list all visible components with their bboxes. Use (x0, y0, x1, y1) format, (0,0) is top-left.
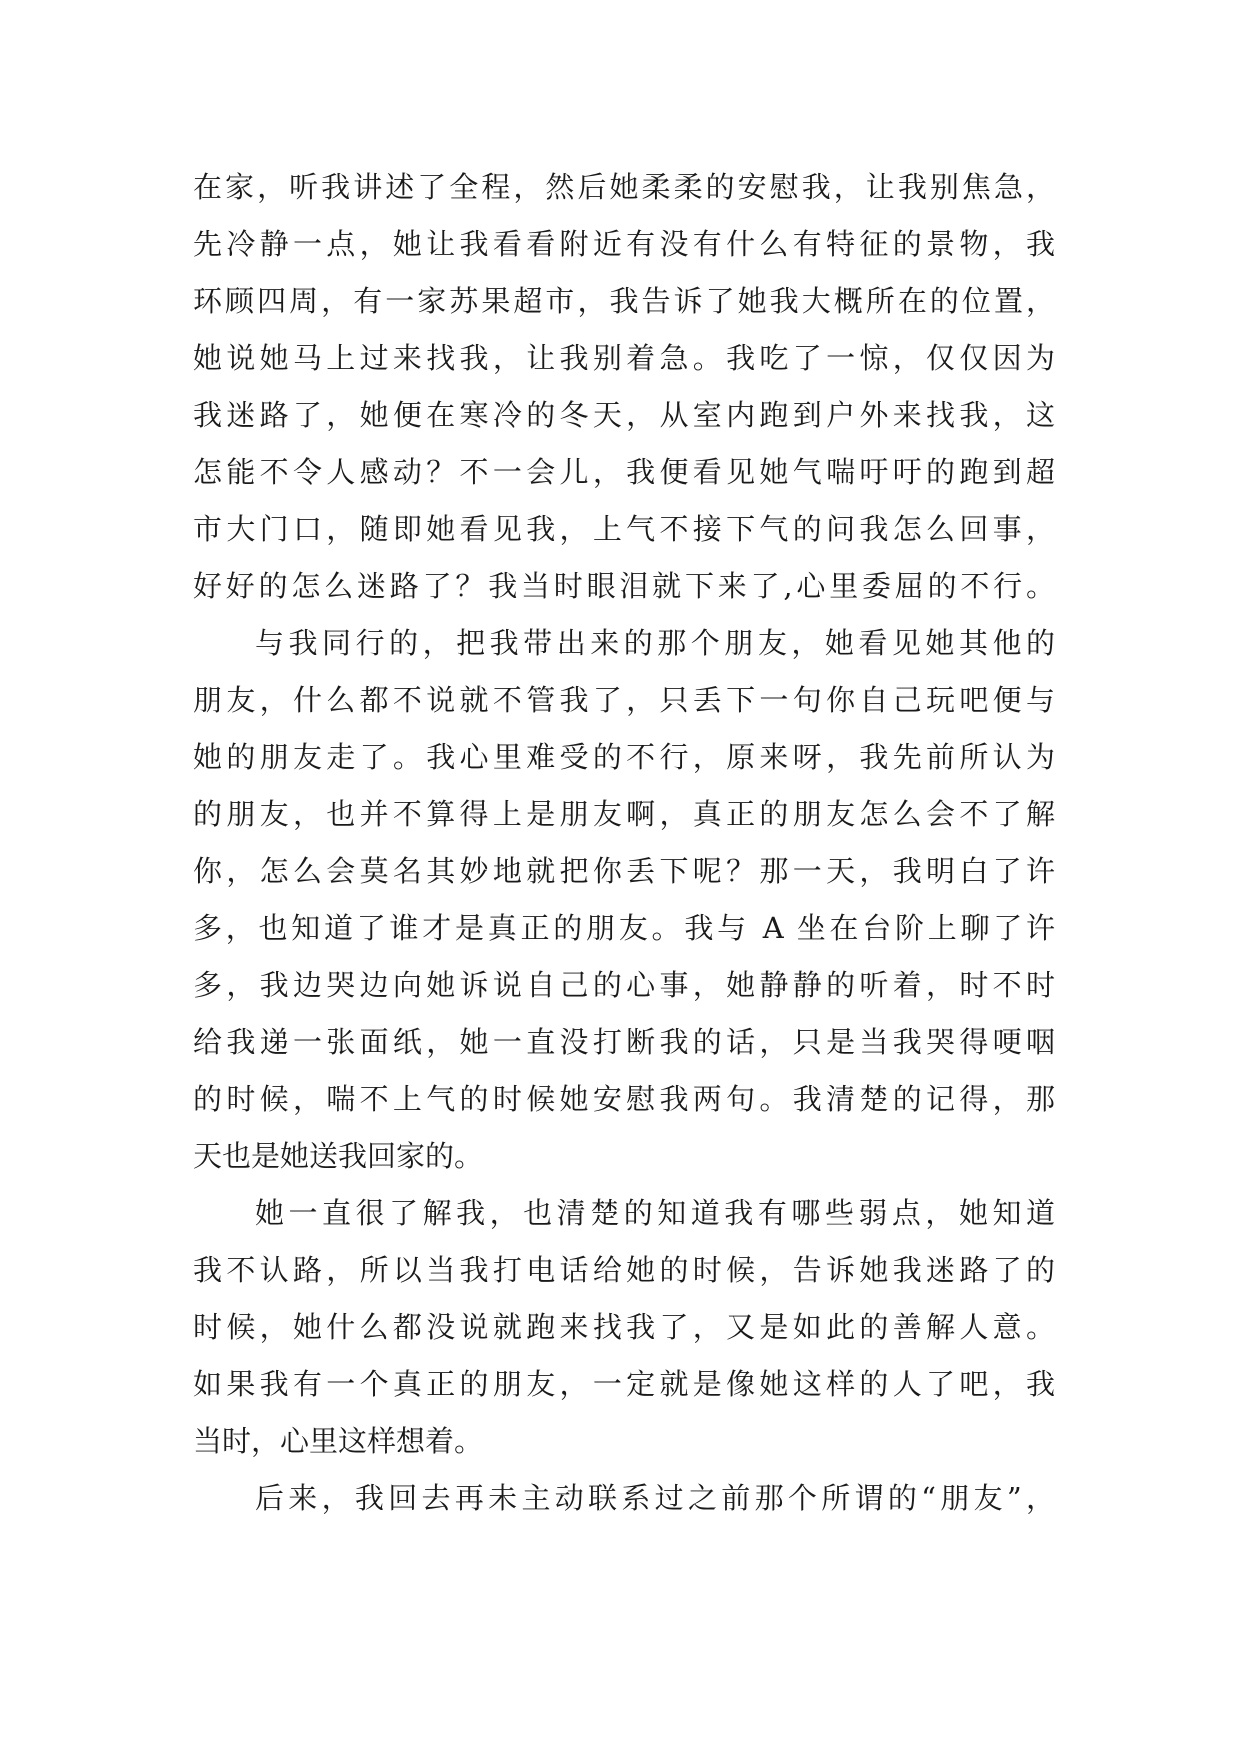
text-line: 多，我边哭边向她诉说自己的心事，她静静的听着，时不时 (193, 968, 1055, 1002)
text-line: 在家，听我讲述了全程，然后她柔柔的安慰我，让我别焦急， (193, 170, 1055, 204)
text-line: 的时候，喘不上气的时候她安慰我两句。我清楚的记得，那 (193, 1082, 1055, 1116)
text-line: 朋友，什么都不说就不管我了，只丢下一句你自己玩吧便与 (193, 683, 1055, 717)
text-line: 如果我有一个真正的朋友，一定就是像她这样的人了吧，我 (193, 1367, 1055, 1401)
text-line: 环顾四周，有一家苏果超市，我告诉了她我大概所在的位置， (193, 284, 1055, 318)
text-line: 市大门口，随即她看见我，上气不接下气的问我怎么回事， (193, 512, 1055, 546)
text-line: 怎能不令人感动？不一会儿，我便看见她气喘吁吁的跑到超 (193, 455, 1055, 489)
text-line: 天也是她送我回家的。 (193, 1139, 484, 1173)
text-line: 多，也知道了谁才是真正的朋友。我与 A 坐在台阶上聊了许 (193, 911, 1055, 945)
paragraph-first-line: 她一直很了解我，也清楚的知道我有哪些弱点，她知道 (255, 1196, 1055, 1230)
paragraph-first-line: 后来，我回去再未主动联系过之前那个所谓的“朋友”， (255, 1481, 1055, 1515)
text-line: 时候，她什么都没说就跑来找我了，又是如此的善解人意。 (193, 1310, 1055, 1344)
text-line: 她的朋友走了。我心里难受的不行，原来呀，我先前所认为 (193, 740, 1055, 774)
text-line: 你，怎么会莫名其妙地就把你丢下呢？那一天，我明白了许 (193, 854, 1055, 888)
text-line: 好好的怎么迷路了？我当时眼泪就下来了,心里委屈的不行。 (193, 569, 1055, 603)
text-line: 我迷路了，她便在寒冷的冬天，从室内跑到户外来找我，这 (193, 398, 1055, 432)
text-line: 我不认路，所以当我打电话给她的时候，告诉她我迷路了的 (193, 1253, 1055, 1287)
text-line: 她说她马上过来找我，让我别着急。我吃了一惊，仅仅因为 (193, 341, 1055, 375)
paragraph-first-line: 与我同行的，把我带出来的那个朋友，她看见她其他的 (255, 626, 1055, 660)
text-line: 当时，心里这样想着。 (193, 1424, 484, 1458)
text-line: 先冷静一点，她让我看看附近有没有什么有特征的景物，我 (193, 227, 1055, 261)
text-line: 的朋友，也并不算得上是朋友啊，真正的朋友怎么会不了解 (193, 797, 1055, 831)
text-line: 给我递一张面纸，她一直没打断我的话，只是当我哭得哽咽 (193, 1025, 1055, 1059)
